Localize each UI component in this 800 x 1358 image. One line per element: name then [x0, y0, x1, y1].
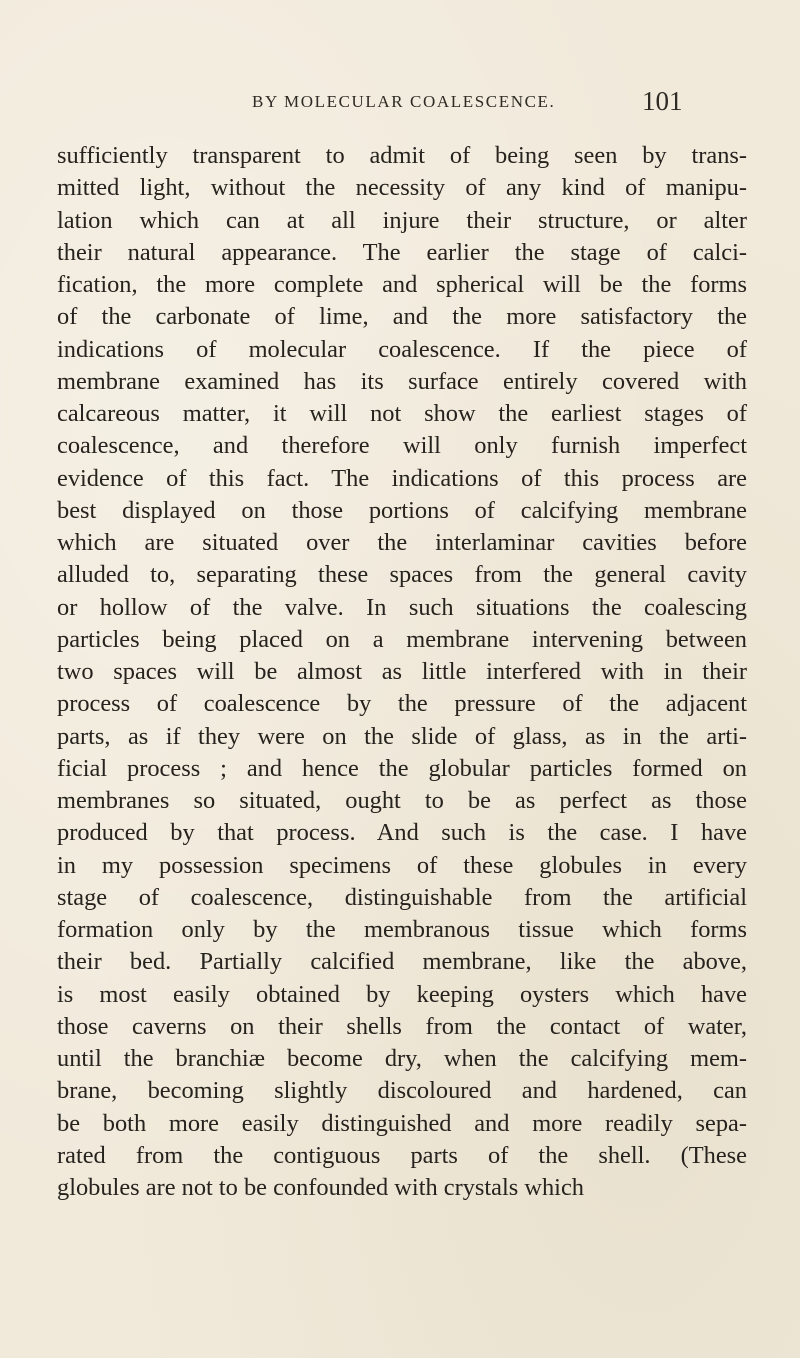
text-line: alluded to, separating these spaces from the general cavity: [57, 561, 747, 589]
text-line: or hollow of the valve. In such situations the coalescing: [57, 593, 747, 621]
text-line: best displayed on those portions of calcifying membrane: [57, 496, 747, 524]
text-line: their natural appearance. The earlier the stage of calci-: [57, 238, 747, 266]
text-line: membrane examined has its surface entirely covered with: [57, 367, 747, 395]
text-line: globules are not to be confounded with crystals which: [57, 1174, 584, 1201]
text-line: fication, the more complete and spherical will be the forms: [57, 271, 747, 298]
text-line: evidence of this fact. The indications of this process are: [57, 464, 747, 492]
running-head: [0, 86, 800, 122]
text-line: their bed. Partially calcified membrane, like the above,: [57, 948, 747, 976]
text-line: be both more easily distinguished and more readily sepa-: [57, 1109, 747, 1137]
text-line: particles being placed on a membrane intervening between: [57, 625, 747, 653]
text-line: rated from the contiguous parts of the shell. (These: [57, 1141, 747, 1169]
text-line: those caverns on their shells from the contact of water,: [57, 1012, 747, 1040]
text-line: calcareous matter, it will not show the earliest stages of: [57, 400, 747, 427]
text-line: of the carbonate of lime, and the more satisfactory the: [57, 303, 747, 331]
text-line: process of coalescence by the pressure of the adjacent: [57, 690, 747, 718]
page-number: 101: [642, 86, 683, 116]
text-line: until the branchiæ become dry, when the calcifying mem-: [57, 1045, 747, 1072]
text-line: stage of coalescence, distinguishable from the artificial: [57, 883, 747, 911]
text-line: is most easily obtained by keeping oysters which have: [57, 980, 747, 1008]
text-line: indications of molecular coalescence. If the piece of: [57, 335, 747, 363]
text-line: in my possession specimens of these globules in every: [57, 851, 747, 879]
text-line: brane, becoming slightly discoloured and hardened, can: [57, 1077, 747, 1105]
text-line: lation which can at all injure their structure, or alter: [57, 206, 747, 234]
text-line: formation only by the membranous tissue which forms: [57, 916, 747, 943]
text-line: mitted light, without the necessity of any kind of manipu-: [57, 174, 747, 202]
text-line: produced by that process. And such is the case. I have: [57, 819, 747, 847]
text-line: coalescence, and therefore will only furnish imperfect: [57, 432, 747, 460]
running-title: BY MOLECULAR COALESCENCE.: [252, 92, 556, 111]
text-line: membranes so situated, ought to be as perfect as those: [57, 787, 747, 814]
text-line: parts, as if they were on the slide of glass, as in the arti-: [57, 722, 747, 750]
text-line: which are situated over the interlaminar cavities before: [57, 529, 747, 556]
text-line: two spaces will be almost as little interfered with in their: [57, 658, 747, 685]
body-text: [57, 140, 747, 1204]
text-line: sufficiently transparent to admit of being seen by trans-: [57, 142, 747, 169]
text-line: ficial process ; and hence the globular particles formed on: [57, 754, 747, 782]
